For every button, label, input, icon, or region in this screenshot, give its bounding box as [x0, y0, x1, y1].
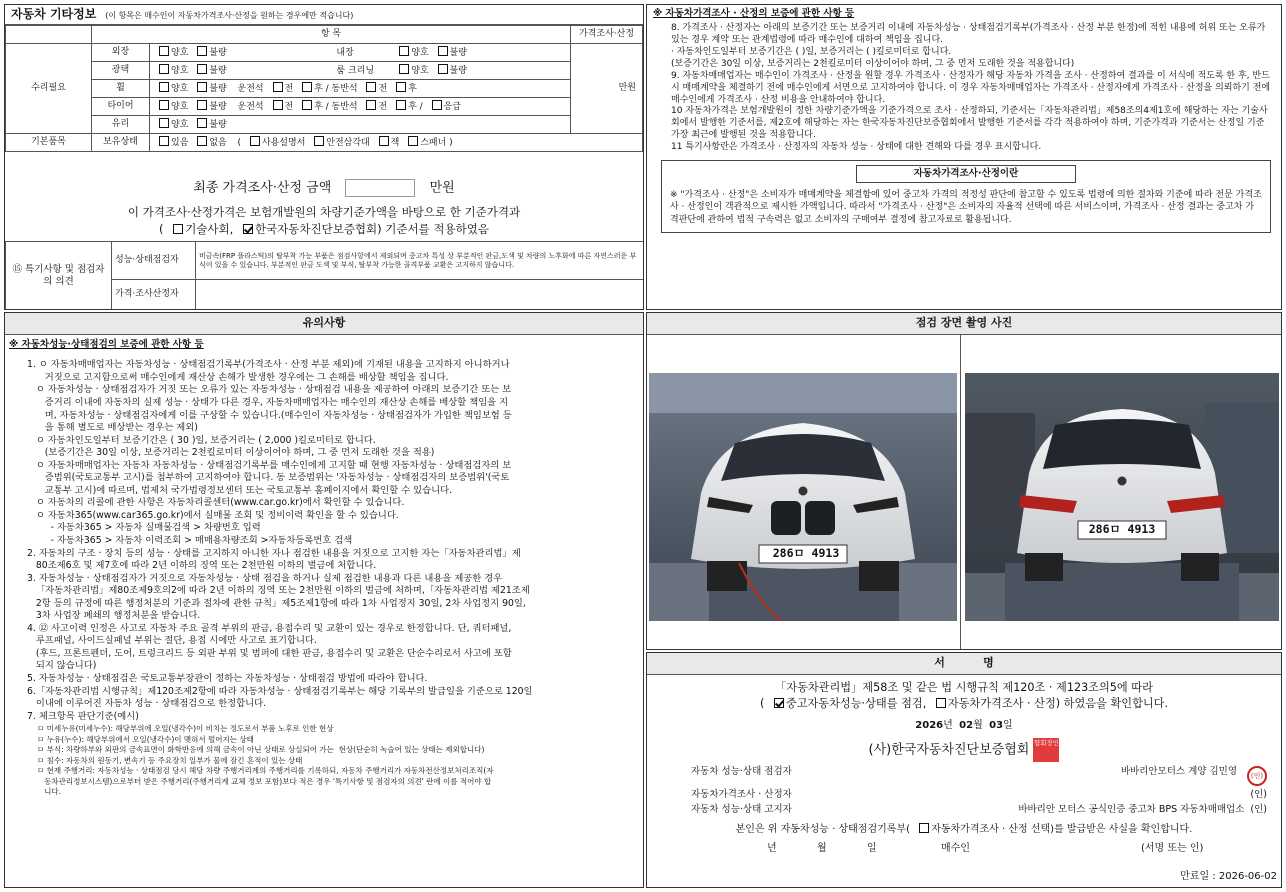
- tire-emergency-checkbox[interactable]: [432, 100, 442, 110]
- price-guarantee-section: [646, 4, 1282, 310]
- exterior-label: 외장: [92, 44, 150, 62]
- price-definition-box: [661, 160, 1271, 233]
- repair-label: 수리필요: [6, 44, 92, 134]
- notice-line: 증거리 이내에 자동차의 실제 성능 · 상태가 다른 경우, 자동차매매업자는 매수인의 재산상 손해를 배상할 책임을 지: [27, 396, 509, 408]
- repair-table: 항 목 가격조사·산정 수리필요 외장 양호 불량 내장 양호 불량 만원 광택 양호 불량 룸 크리닝 양호 불량 휠 양호 불량 운전석 전 후 / 동반석 전 후 타이어 양호 불량 운전석 전 후 / 동반석 전 후 / 응급 유리 양호 불량 기본품목 보유상태 있음 없음 ( 사용설명서 안전삼각대 잭 스패너 ): [5, 25, 643, 152]
- room-clean-label: 룸 크리닝: [336, 65, 375, 76]
- tire-label: 타이어: [92, 98, 150, 116]
- wheel-bad-checkbox[interactable]: [197, 82, 207, 92]
- association-seal: 협회장인: [1033, 738, 1059, 762]
- rear-plate: 286ㅁ 4913: [1088, 522, 1156, 536]
- signer-row: [647, 804, 1281, 816]
- vehicle-info-note: (이 항목은 매수인이 자동차가격조사·산정을 원하는 경우에만 적습니다): [105, 11, 354, 20]
- triangle-checkbox[interactable]: [314, 136, 324, 146]
- col-items: 항 목: [92, 26, 571, 44]
- tire-passenger-front-checkbox[interactable]: [366, 100, 376, 110]
- notices-criteria: [5, 723, 643, 798]
- notice-line: 「자동차관리법」제80조제9호의2에 따라 2년 이하의 징역 또는 2천만원 이하의 벌금에 처하며,「자동차관리법 제21조제: [27, 585, 530, 597]
- tire-passenger-rear-checkbox[interactable]: [396, 100, 406, 110]
- criteria-line: ㅁ 현재 주행거리: 자동차성능 · 상태점검 당시 해당 차량 주행거리계의 주행거리를 기록하되, 자동차 주행거리가 자동차전산정보처리조직(자: [37, 766, 494, 776]
- notice-line: 3차 사업장 폐쇄의 행정처분을 받습니다.: [27, 610, 201, 622]
- final-price-area: 최종 가격조사·산정 금액 만원 이 가격조사·산정가격은 보험개발원의 차량기준가액을 바탕으로 한 기준가격과 ( 기술사회, 한국자동차진단보증협회) 기준서를 적용하였음: [5, 171, 643, 243]
- guarantee-item: · 자동차인도일부터 보증기간은 ( )일, 보증거리는 ( )킬로미터로 합니다.: [671, 47, 952, 58]
- gloss-bad-checkbox[interactable]: [197, 64, 207, 74]
- basis-tail: 기준서를 적용하였음: [385, 222, 489, 237]
- wheel-good-checkbox[interactable]: [159, 82, 169, 92]
- basic-none-checkbox[interactable]: [197, 136, 207, 146]
- photos-header: 점검 장면 촬영 사진: [647, 313, 1281, 335]
- basic-items-label: 기본품목: [6, 134, 92, 152]
- buyer-sign-row: 년 월 일 매수인 (서명 또는 인): [767, 842, 1204, 854]
- notice-line: ㅇ 자동차매매업자는 자동차 자동차성능 · 상태점검기록부를 매수인에게 고지할 때 현행 자동차성능 · 상태점검자의 보: [27, 459, 512, 471]
- holding-label: 보유상태: [92, 134, 150, 152]
- performance-check-checkbox[interactable]: [774, 698, 784, 708]
- front-photo: [649, 373, 957, 621]
- basis-line-1: 이 가격조사·산정가격은 보험개발원의 차량기준가액을 바탕으로 한 기준가격과: [127, 205, 521, 220]
- guarantee-item: 8. 가격조사 · 산정자는 아래의 보증기간 또는 보증거리 이내에 자동차성능 · 상태점검기록부(가격조사 · 산정 부분 한정)에 적힌 내용에 허위 또는 오류가 있는 경우 계약 또는 관계법령에 따라 매수인에 대하여 책임을 집니다.: [671, 23, 1266, 46]
- guarantee-item: 11 특기사항란은 가격조사 · 산정자의 자동차 성능 · 상태에 대한 견해와 다를 경우 표시합니다.: [671, 142, 1042, 153]
- glass-bad-checkbox[interactable]: [197, 118, 207, 128]
- check-opt-2: 자동차가격조사 · 산정) 하였음을 확인합니다.: [947, 696, 1169, 710]
- notice-line: 을 통해 별도로 배상받는 경우는 제외): [27, 422, 198, 434]
- notice-line: 1. ㅇ 자동차매매업자는 자동차성능 · 상태점검기록부(가격조사 · 산정 부분 제외)에 기재된 내용을 고지하지 아니하거나: [27, 359, 510, 371]
- expiry-date: 만료일 : 2026-06-02: [1180, 871, 1277, 882]
- wheel-driver-front-checkbox[interactable]: [273, 82, 283, 92]
- notice-line: ㅇ 자동차인도일부터 보증기간은 ( 30 )일, 보증거리는 ( 2,000 )킬로미터로 합니다.: [27, 434, 376, 446]
- tire-good-checkbox[interactable]: [159, 100, 169, 110]
- notice-line: 6.「자동차관리법 시행규칙」제120조제2항에 따라 자동차성능 · 상태점검기록부는 해당 기록부의 발급일을 기준으로 120일: [27, 685, 533, 697]
- tire-driver-front-checkbox[interactable]: [273, 100, 283, 110]
- notice-line: (후드, 프론트펜더, 도어, 트렁크리드 등 외판 부위 및 범퍼에 대한 판금, 용접수리 및 교환은 단순수리로서 사고에 포함: [27, 647, 512, 659]
- gloss-good-checkbox[interactable]: [159, 64, 169, 74]
- notice-line: - 자동차365 > 자동차 실매물검색 > 차량번호 입력: [27, 522, 261, 534]
- exterior-bad-checkbox[interactable]: [197, 46, 207, 56]
- notice-line: 되지 않습니다): [27, 660, 97, 672]
- special-notes-table: [5, 241, 644, 310]
- wheel-driver-rear-checkbox[interactable]: [302, 82, 312, 92]
- basis-tech-checkbox[interactable]: [173, 224, 183, 234]
- notices-header: 유의사항: [5, 313, 643, 335]
- basic-have-checkbox[interactable]: [159, 136, 169, 146]
- criteria-line: ㅁ 미세누유(미세누수): 해당부위에 오일(냉각수)이 비치는 정도로서 부품 노후로 인한 현상: [37, 724, 334, 734]
- spanner-checkbox[interactable]: [408, 136, 418, 146]
- signature-section: 서 명 「자동차관리법」제58조 및 같은 법 시행규칙 제120조 · 제123조의5에 따라 ( 중고자동차성능·상태를 점검, 자동차가격조사 · 산정) 하였음을 확인합니다. 2026년 02월 03일 (사)한국자동차진단보증협회 협회장인 자동차 성능·상태 점검자 바바리안모터스 계양 김민영 (인) 자동차가격조사 · 산정자 (인) 자동차 성능·상태 고지자 바바리안 모터스 공식인증 중고차 BPS 자동차매매업소 (인) 본인은 위 자동차성능 · 상태점검기록부( 자동차가격조사 · 산정 선택)를 발급받은 사실을 확인합니다. 년 월 일 매수인 (서명 또는 인) 만료일 : 2026-06-02: [646, 652, 1282, 888]
- vehicle-info-title: 자동차 기타정보: [11, 7, 97, 21]
- criteria-line: ㅁ 누유(누수): 해당부위에서 오일(냉각수)이 맺혀서 떨어지는 상태: [37, 734, 254, 744]
- notice-line: 4. ⑫ 사고이력 인정은 사고로 자동차 주요 골격 부위의 판금, 용접수리 및 교환이 있는 경우로 한정합니다. 단, 쿼터패널,: [27, 622, 512, 634]
- notice-line: 거짓으로 고지함으로써 매수인에게 재산상 손해가 발생한 경우에는 그 손해를 배상할 책임을 집니다.: [27, 371, 449, 383]
- signer-value: 바바리안 모터스 공식인증 중고차 BPS 자동차매매업소: [1018, 804, 1245, 816]
- price-check-checkbox[interactable]: [936, 698, 946, 708]
- col-price: 가격조사·산정: [571, 26, 643, 44]
- wheel-label: 휠: [92, 80, 150, 98]
- criteria-line: 동차관리정보시스템)으로부터 받은 주행거리(주행거리계 교체 정보 포함)보다 적은 경우 '특기사항 및 점검자의 의견' 란에 이를 적어야 합: [37, 776, 492, 786]
- gloss-label: 광택: [92, 62, 150, 80]
- inspector-label: 성능·상태점검자: [112, 242, 196, 280]
- criteria-line: 니다.: [37, 787, 62, 797]
- price-definition-text: ※ "가격조사 · 산정"은 소비자가 매매계약을 체결함에 있어 중고차 가격의 적정성 판단에 참고할 수 있도록 법령에 의한 절차와 기준에 따라 전문 가격조사 · 산정인이 객관적으로 제시한 가액입니다. 따라서 "가격조사 · 산정"은 소비자의 자율적 선택에 따른 서비스이며, 가격조사 · 산정 결과는 중고차 가격판단에 관하여 법적 구속력은 없고 소비자의 구매여부 결정에 참고자료로 활용됩니다.: [670, 190, 1262, 225]
- interior-label: 내장: [336, 47, 354, 58]
- guarantee-item: 10 자동차가격은 보험개발원이 정한 차량기준가액을 기준가격으로 조사 · 산정하되, 기준서는「자동차관리법」제58조의4제1호에 해당하는 자는 기술사회에서 발행한 기준서를, 제2호에 해당하는 자는 한국자동차진단보증협회에서 발행한 기준서를 각각 적용하여야 하며, 기준가격과 기준서는 산정일 기준 가장 최근에 발행된 것을 적용합니다.: [671, 106, 1268, 141]
- notice-line: 80조제6호 및 제7호에 따라 2년 이하의 징역 또는 2천만원 이하의 벌금에 처합니다.: [27, 560, 377, 572]
- notice-line: 며, 자동차성능 · 상태점검자에게 이를 구상할 수 있습니다.(매수인이 자동차성능 · 상태점검자가 가입한 책임보험 등: [27, 409, 512, 421]
- buyer-label: 매수인: [941, 842, 970, 854]
- notices-subtitle: ※ 자동차성능·상태점검의 보증에 관한 사항 등: [9, 339, 204, 350]
- signer-rows: [647, 766, 1281, 817]
- rear-photo: [965, 373, 1279, 621]
- front-plate: 286ㅁ 4913: [772, 546, 840, 560]
- notices-section: [4, 312, 644, 888]
- notice-line: ㅇ 자동차성능 · 상태점검자가 거짓 또는 오류가 있는 자동차성능 · 상태점검 내용을 제공하여 아래의 보증기간 또는 보: [27, 384, 512, 396]
- notices-body: [5, 351, 643, 723]
- jack-checkbox[interactable]: [379, 136, 389, 146]
- check-opt-1: 중고자동차성능·상태를 점검,: [785, 696, 927, 710]
- notice-line: 3. 자동차성능 · 상태점검자가 거짓으로 자동차성능 · 상태 점검을 하거나 실제 점검한 내용과 다른 내용을 제공한 경우: [27, 572, 503, 584]
- glass-label: 유리: [92, 116, 150, 134]
- sign-note: (서명 또는 인): [1141, 842, 1204, 854]
- glass-good-checkbox[interactable]: [159, 118, 169, 128]
- signer-seal-mark: (인): [1250, 804, 1267, 816]
- manual-checkbox[interactable]: [250, 136, 260, 146]
- law-line: 「자동차관리법」제58조 및 같은 법 시행규칙 제120조 · 제123조의5에 따라: [775, 681, 1153, 694]
- signer-label: 자동차 성능·상태 점검자: [691, 766, 792, 778]
- notice-line: 7. 체크항목 판단기준(예시): [27, 710, 139, 722]
- room-good-checkbox[interactable]: [399, 64, 409, 74]
- notice-line: 2. 자동차의 구조 · 장치 등의 성능 · 상태를 고지하지 아니한 자나 점검한 내용을 거짓으로 고지한 자는「자동차관리법」제: [27, 547, 521, 559]
- guarantee-item: 9. 자동차매매업자는 매수인이 가격조사 · 산정을 원할 경우 가격조사 · 산정자가 해당 자동차 가격을 조사 · 산정하여 결과를 이 서식에 적도록 한 후, 반드시 매매계약을 체결하기 전에 매수인에게 서면으로 고지하여야 합니다. 이 경우 자동차매매업자는 가격조사 · 산정자에게 가격조사 · 산정을 의뢰하기 전에 매수인에게 가격조사 · 산정 비용을 안내하여야 합니다.: [671, 70, 1271, 105]
- buyer-price-checkbox[interactable]: [919, 823, 929, 833]
- notice-line: 교통부 고시)에 따르며, 법제처 국가법령정보센터 또는 국토교통부 홈페이지에서 확인할 수 있습니다.: [27, 484, 453, 496]
- criteria-line: ㅁ 부식: 차량하부와 외판의 금속표면이 화학반응에 의해 금속이 아닌 상태로 상실되어 가는 현상(단순히 녹슬어 있는 상태는 제외합니다): [37, 745, 485, 755]
- interior-good-checkbox[interactable]: [399, 46, 409, 56]
- price-definition-title: 자동차가격조사·산정이란: [856, 165, 1076, 183]
- final-price-input[interactable]: [345, 179, 415, 197]
- basis-opt-1: 기술사회,: [185, 222, 234, 237]
- vehicle-info-section: [4, 4, 644, 310]
- sign-date: 2026년 02월 03일: [915, 720, 1013, 732]
- tire-driver-rear-checkbox[interactable]: [302, 100, 312, 110]
- photos-section: [646, 312, 1282, 650]
- price-inspector-opinion[interactable]: [196, 280, 645, 311]
- notice-line: 2항 등의 규정에 따른 행정처분의 기준과 절차에 관한 규칙」제5조제1항에 따라 1차 사업정지 30일, 2차 사업정지 90일,: [27, 597, 526, 609]
- basis-assoc-checkbox[interactable]: [243, 224, 253, 234]
- notice-line: 루프패널, 사이드실패널 부위는 절단, 용접 시에만 사고로 표기합니다.: [27, 635, 317, 647]
- signature-header: 서 명: [647, 653, 1281, 675]
- inspector-opinion: 비금속(FRP 플라스틱)의 탈부착 가능 부품은 점검사항에서 제외되며 중고차 특성 상 부분적인 판금,도색 및 차량의 노후화에 따른 자연스러운 부식이 있을 수 있습니다. 부분적인 판금 도색 및 부식, 탈부착 가능한 골격부품 교환은 고지하지 않습니다.: [196, 242, 645, 280]
- notice-line: 5. 자동차성능 · 상태점검은 국토교통부장관이 정하는 자동차성능 · 상태점검 방법에 따라야 합니다.: [27, 673, 428, 685]
- notice-line: ㅇ 자동차의 리콜에 관한 사항은 자동차리콜센터(www.car.go.kr)에서 확인할 수 있습니다.: [27, 497, 405, 509]
- signer-value: 바바리안모터스 계양 김민영: [1120, 766, 1237, 778]
- price-guarantee-title: ※ 자동차가격조사 · 산정의 보증에 관한 사항 등: [653, 8, 855, 19]
- guarantee-item: (보증기간은 30일 이상, 보증거리는 2천킬로미터 이상이어야 하며, 그 중 먼저 도래한 것을 적용합니다): [671, 58, 1075, 69]
- interior-bad-checkbox[interactable]: [438, 46, 448, 56]
- special-notes-label: ⑮ 특기사항 및 점검자의 의견: [6, 242, 112, 311]
- signer-label: 자동차가격조사 · 산정자: [691, 789, 792, 801]
- final-price-unit: 만원: [429, 180, 455, 196]
- signer-stamp-icon: (인): [1247, 766, 1267, 786]
- final-price-label: 최종 가격조사·산정 금액: [193, 180, 332, 196]
- notice-line: - 자동차365 > 자동차 이력조회 > 매매용차량조회 >자동차등록번호 검색: [27, 535, 353, 546]
- signer-row: [647, 766, 1281, 786]
- wheel-passenger-rear-checkbox[interactable]: [396, 82, 406, 92]
- notice-line: ㅇ 자동차365(www.car365.go.kr)에서 실매물 조회 및 정비이력 확인을 할 수 있습니다.: [27, 509, 399, 521]
- room-bad-checkbox[interactable]: [438, 64, 448, 74]
- repair-price-unit: 만원: [571, 44, 643, 134]
- basis-opt-2: 한국자동차진단보증협회): [254, 222, 382, 237]
- buyer-confirm: 본인은 위 자동차성능 · 상태점검기록부( 자동차가격조사 · 산정 선택)를 발급받은 사실을 확인합니다.: [735, 823, 1193, 835]
- wheel-passenger-front-checkbox[interactable]: [366, 82, 376, 92]
- exterior-good-checkbox[interactable]: [159, 46, 169, 56]
- price-inspector-label: 가격·조사산정자: [112, 280, 196, 311]
- signer-row: [647, 789, 1281, 801]
- notice-line: (보증기간은 30일 이상, 보증거리는 2천킬로미터 이상이어야 하며, 그 중 먼저 도래한 것을 적용): [27, 447, 435, 459]
- notice-line: 증범위(국토교통부 고시)를 첨부하여 고지하여야 합니다. 동 보증범위는 '자동차성능 · 상태점검자의 보증범위'(국토: [27, 472, 510, 484]
- tire-bad-checkbox[interactable]: [197, 100, 207, 110]
- association-name: (사)한국자동차진단보증협회 협회장인: [647, 738, 1281, 762]
- signer-label: 자동차 성능·상태 고지자: [691, 804, 792, 816]
- criteria-line: ㅁ 침수: 자동차의 원동기, 변속기 등 주요장치 일부가 물에 잠긴 흔적이 있는 상태: [37, 755, 303, 765]
- notice-line: 이내에 이루어진 자동차 성능 · 상태점검으로 한정합니다.: [27, 698, 267, 710]
- signer-seal-mark: (인): [1250, 789, 1267, 801]
